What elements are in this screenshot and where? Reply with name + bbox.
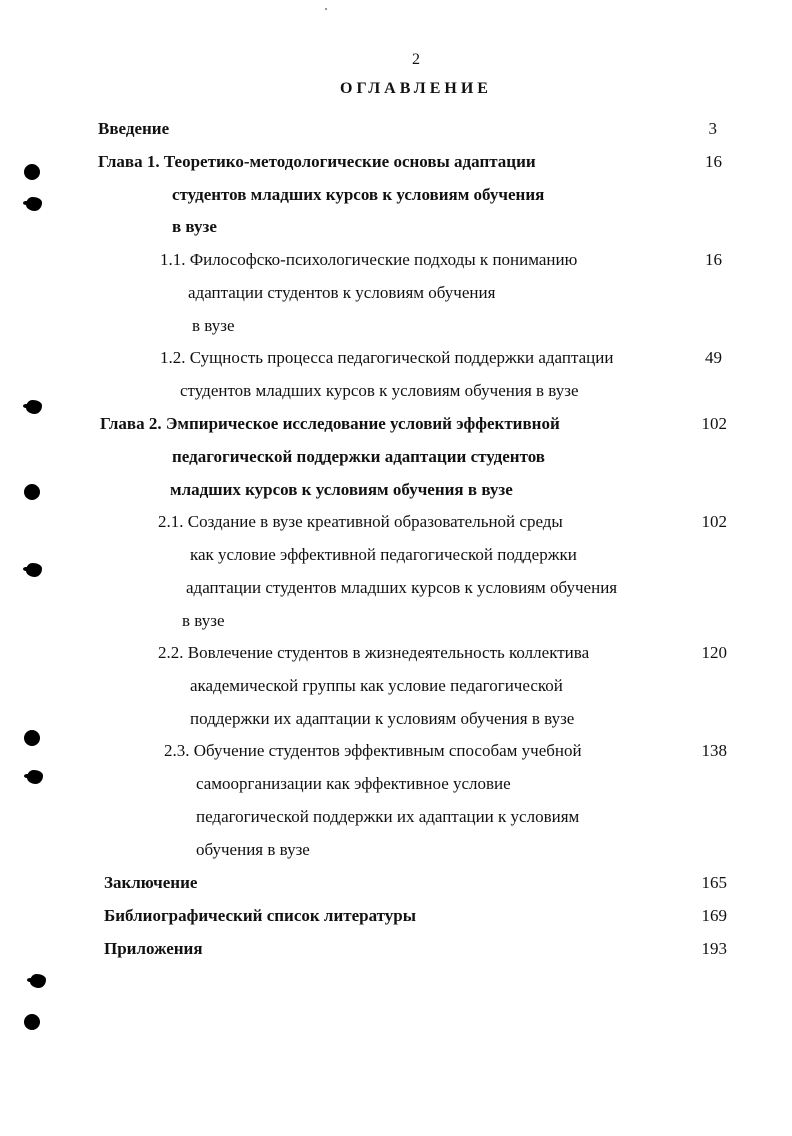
toc-appendix: Приложения [104, 939, 203, 958]
toc-section-2-3-line: педагогической поддержки их адаптации к условиям [196, 807, 580, 826]
toc-section-2-1-page: 102 [701, 512, 727, 531]
toc-section-1-1-line: 1.1. Философско-психологические подходы к пониманию [160, 250, 578, 269]
toc-chapter-2-page: 102 [701, 414, 727, 433]
toc-section-2-2-line: 2.2. Вовлечение студентов в жизнедеятельность коллектива [158, 643, 590, 662]
toc-chapter-2-line: Глава 2. Эмпирическое исследование условий эффективной [100, 414, 560, 433]
toc-section-1-1-page: 16 [705, 250, 722, 269]
toc-section-1-2-line: 1.2. Сущность процесса педагогической поддержки адаптации [160, 348, 614, 367]
binder-hole [24, 164, 40, 180]
binder-hole [24, 1014, 40, 1030]
toc-section-1-1-line: адаптации студентов к условиям обучения [188, 283, 496, 302]
toc-section-2-1-line: как условие эффективной педагогической поддержки [190, 545, 577, 564]
toc-conclusion-page: 165 [701, 873, 727, 892]
scan-blot [30, 974, 46, 988]
toc-chapter-2-line: младших курсов к условиям обучения в вузе [170, 480, 513, 499]
toc-section-2-2-line: академической группы как условие педагогической [190, 676, 563, 695]
toc-appendix-page: 193 [701, 939, 727, 958]
page-number: 2 [412, 51, 420, 68]
scan-blot [26, 563, 42, 577]
toc-chapter-1-line: студентов младших курсов к условиям обучения [172, 185, 545, 204]
page-title: ОГЛАВЛЕНИЕ [340, 80, 492, 97]
toc-chapter-2-line: педагогической поддержки адаптации студентов [172, 447, 545, 466]
toc-section-2-2-page: 120 [701, 643, 727, 662]
toc-section-2-1-line: в вузе [182, 611, 225, 630]
binder-hole [24, 730, 40, 746]
toc-chapter-1-page: 16 [705, 152, 722, 171]
toc-section-2-1-line: адаптации студентов младших курсов к условиям обучения [186, 578, 618, 597]
toc-bibliography: Библиографический список литературы [104, 906, 417, 925]
toc-section-1-1-line: в вузе [192, 316, 235, 335]
scan-blot [27, 770, 43, 784]
toc-chapter-1-line: в вузе [172, 217, 217, 236]
toc-section-1-2-line: студентов младших курсов к условиям обучения в вузе [180, 381, 579, 400]
scan-blot [26, 197, 42, 211]
toc-section-2-3-line: самоорганизации как эффективное условие [196, 774, 511, 793]
toc-intro-page: 3 [708, 119, 717, 138]
toc-intro: Введение [98, 119, 170, 138]
scan-speck [325, 8, 327, 10]
toc-section-2-3-line: обучения в вузе [196, 840, 310, 859]
scan-blot [26, 400, 42, 414]
toc-chapter-1-line: Глава 1. Теоретико-методологические основы адаптации [98, 152, 536, 171]
toc-bibliography-page: 169 [701, 906, 727, 925]
binder-hole [24, 484, 40, 500]
toc-conclusion: Заключение [104, 873, 198, 892]
toc-section-2-2-line: поддержки их адаптации к условиям обучения в вузе [190, 709, 575, 728]
toc-section-1-2-page: 49 [705, 348, 722, 367]
toc-section-2-1-line: 2.1. Создание в вузе креативной образовательной среды [158, 512, 563, 531]
toc-section-2-3-line: 2.3. Обучение студентов эффективным способам учебной [164, 741, 582, 760]
toc-section-2-3-page: 138 [701, 741, 727, 760]
